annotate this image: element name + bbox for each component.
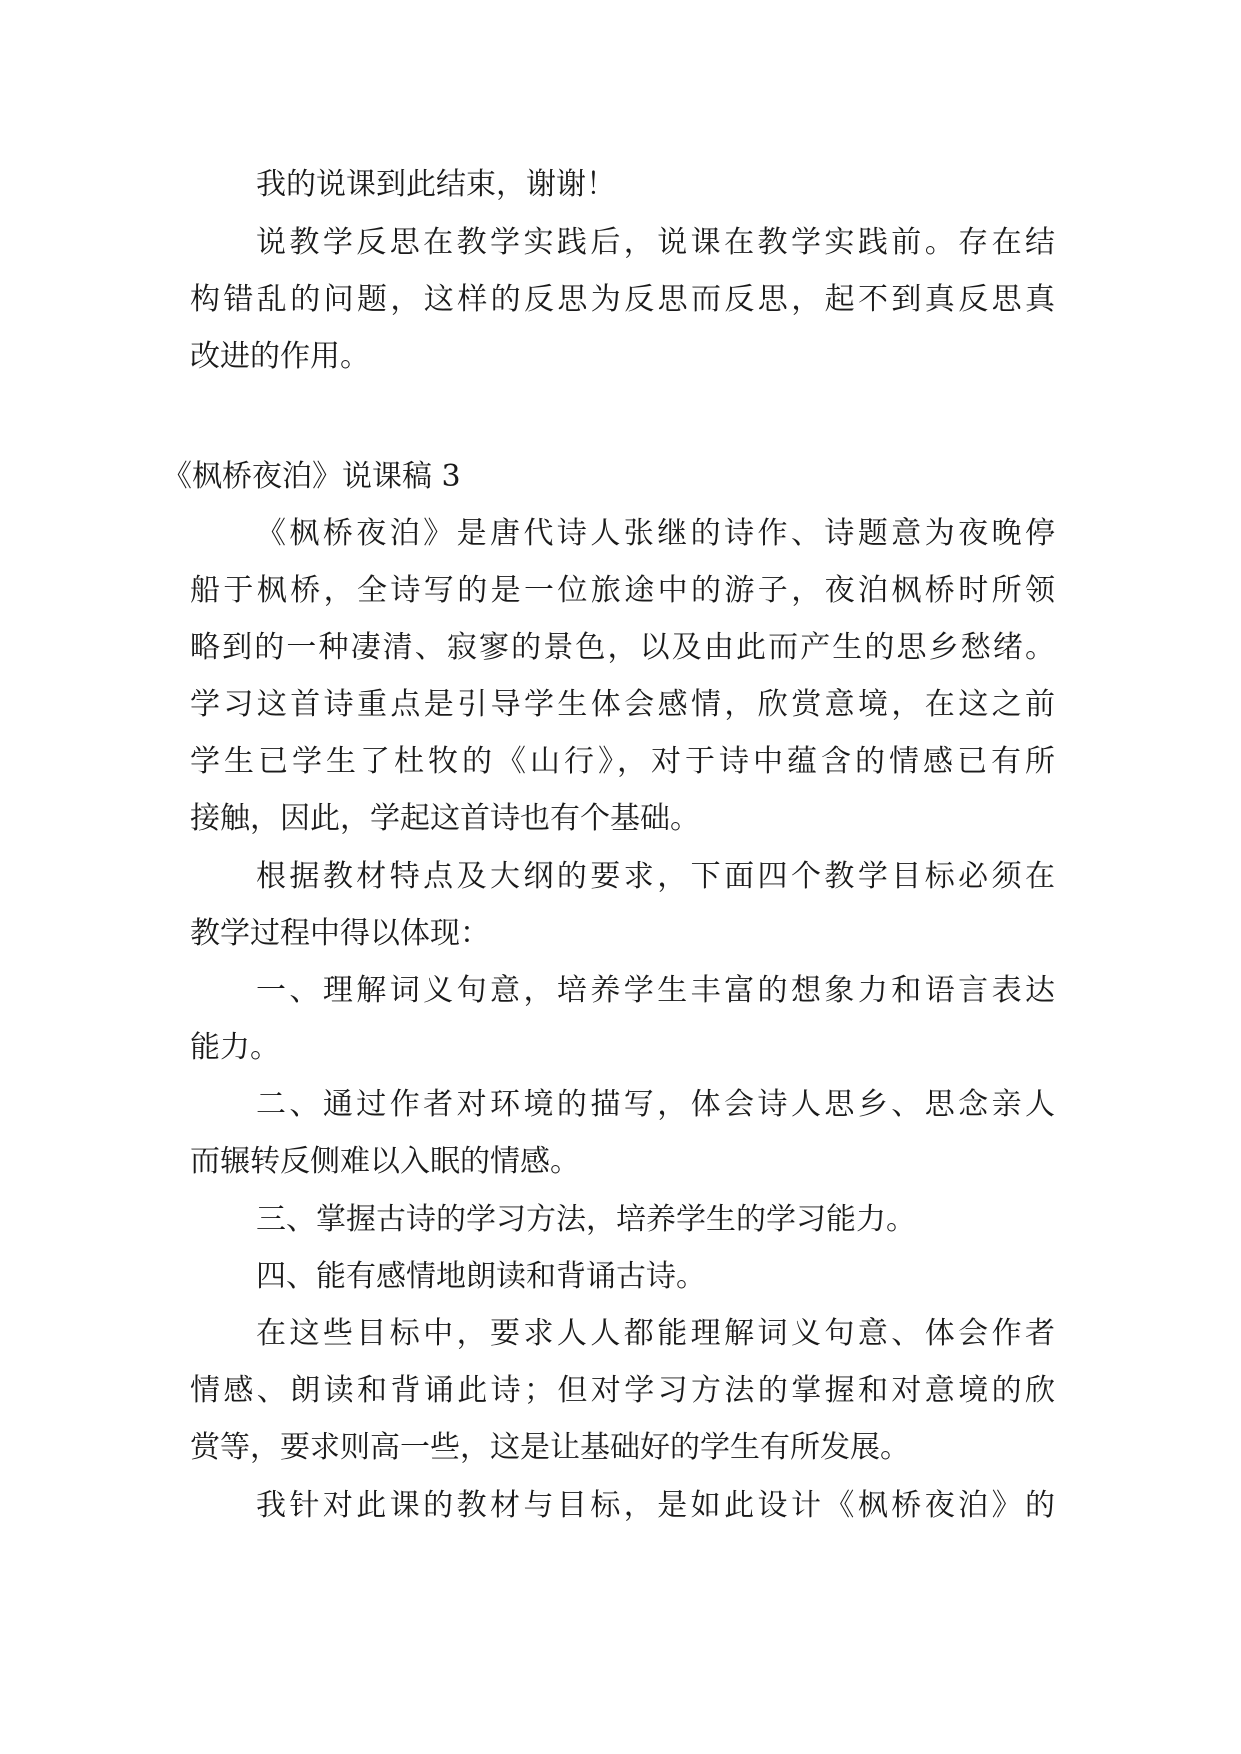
goal-item-2-continued: 而辗转反侧难以入眠的情感。 bbox=[190, 1144, 580, 1179]
goal-item-2: 二、通过作者对环境的描写，体会诗人思乡、思念亲人 bbox=[256, 1087, 1055, 1122]
paragraph-line: 赏等，要求则高一些，这是让基础好的学生有所发展。 bbox=[190, 1430, 910, 1465]
paragraph-line: 《枫桥夜泊》是唐代诗人张继的诗作、诗题意为夜晚停 bbox=[256, 516, 1055, 551]
section-title: 《枫桥夜泊》说课稿 3 bbox=[162, 459, 461, 494]
paragraph-line: 情感、朗读和背诵此诗；但对学习方法的掌握和对意境的欣 bbox=[190, 1373, 1055, 1408]
paragraph-line: 接触，因此，学起这首诗也有个基础。 bbox=[190, 801, 700, 836]
goal-item-1: 一、理解词义句意，培养学生丰富的想象力和语言表达 bbox=[256, 973, 1055, 1008]
paragraph-line: 我针对此课的教材与目标，是如此设计《枫桥夜泊》的 bbox=[256, 1488, 1055, 1523]
reflection-line-3: 改进的作用。 bbox=[190, 339, 370, 374]
goal-item-3: 三、掌握古诗的学习方法，培养学生的学习能力。 bbox=[256, 1202, 916, 1237]
goal-item-1-continued: 能力。 bbox=[190, 1030, 280, 1065]
reflection-line-1: 说教学反思在教学实践后，说课在教学实践前。存在结 bbox=[256, 225, 1055, 260]
closing-line: 我的说课到此结束，谢谢！ bbox=[256, 167, 616, 202]
goal-item-4: 四、能有感情地朗读和背诵古诗。 bbox=[256, 1259, 706, 1294]
paragraph-line: 学习这首诗重点是引导学生体会感情，欣赏意境，在这之前 bbox=[190, 687, 1055, 722]
paragraph-line: 在这些目标中，要求人人都能理解词义句意、体会作者 bbox=[256, 1316, 1055, 1351]
paragraph-line: 略到的一种凄清、寂寥的景色，以及由此而产生的思乡愁绪。 bbox=[190, 630, 1055, 665]
reflection-line-2: 构错乱的问题，这样的反思为反思而反思，起不到真反思真 bbox=[190, 282, 1055, 317]
paragraph-line: 教学过程中得以体现： bbox=[190, 916, 490, 951]
paragraph-line: 学生已学生了杜牧的《山行》，对于诗中蕴含的情感已有所 bbox=[190, 744, 1055, 779]
paragraph-line: 船于枫桥，全诗写的是一位旅途中的游子，夜泊枫桥时所领 bbox=[190, 573, 1055, 608]
paragraph-line: 根据教材特点及大纲的要求，下面四个教学目标必须在 bbox=[256, 859, 1055, 894]
